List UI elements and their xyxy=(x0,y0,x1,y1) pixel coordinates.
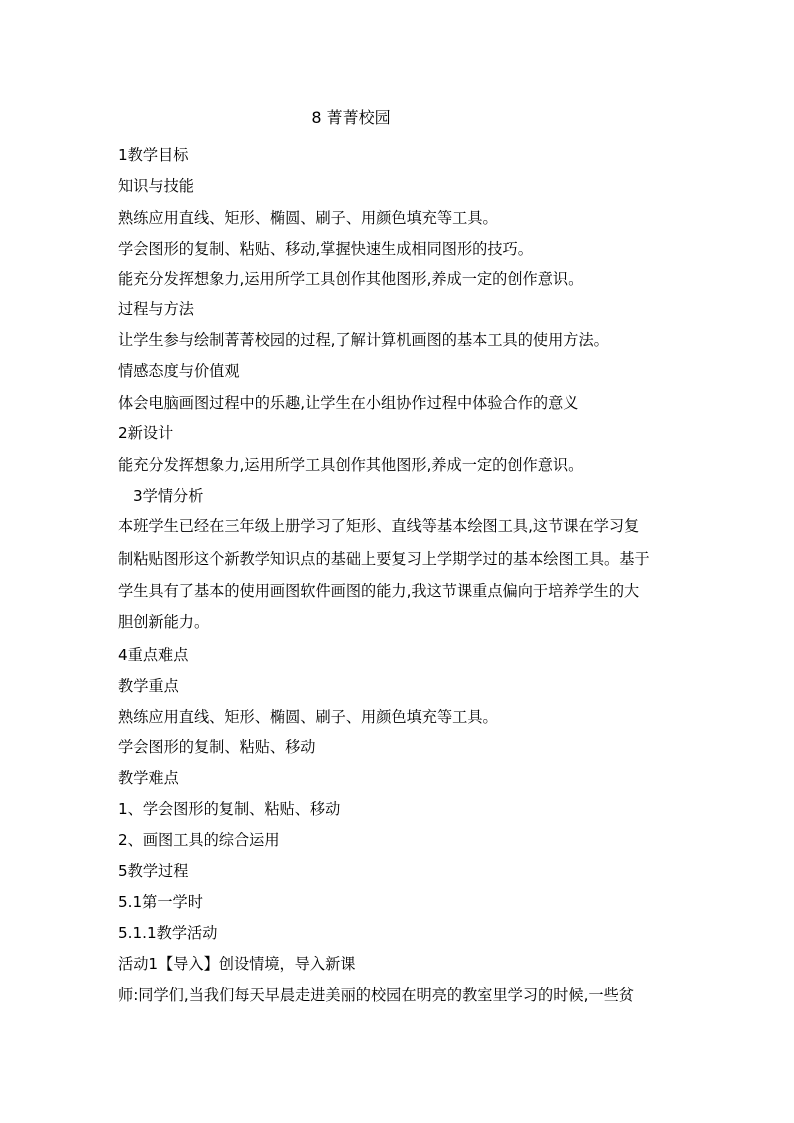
paragraph-line: 学会图形的复制、粘贴、移动,掌握快速生成相同图形的技巧。 xyxy=(118,240,533,258)
paragraph-line: 能充分发挥想象力,运用所学工具创作其他图形,养成一定的创作意识。 xyxy=(118,456,584,474)
paragraph-line: 学会图形的复制、粘贴、移动 xyxy=(118,738,316,756)
paragraph-line: 学生具有了基本的使用画图软件画图的能力,我这节课重点偏向于培养学生的大 xyxy=(118,582,640,600)
paragraph-line: 能充分发挥想象力,运用所学工具创作其他图形,养成一定的创作意识。 xyxy=(118,270,584,288)
subheading-teaching-focus: 教学重点 xyxy=(118,677,179,695)
heading-new-design: 2新设计 xyxy=(118,424,174,442)
document-title: 8 菁菁校园 xyxy=(311,108,391,127)
paragraph-line: 让学生参与绘制菁菁校园的过程,了解计算机画图的基本工具的使用方法。 xyxy=(118,331,609,349)
paragraph-line: 制粘贴图形这个新教学知识点的基础上要复习上学期学过的基本绘图工具。基于 xyxy=(118,550,650,568)
activity-title: 活动1【导入】创设情境，导入新课 xyxy=(118,955,356,973)
subheading-knowledge-skills: 知识与技能 xyxy=(118,177,194,195)
paragraph-line: 体会电脑画图过程中的乐趣,让学生在小组协作过程中体验合作的意义 xyxy=(118,394,579,412)
list-item: 1、学会图形的复制、粘贴、移动 xyxy=(118,800,341,818)
subheading-process-method: 过程与方法 xyxy=(118,300,194,318)
subheading-attitude-values: 情感态度与价值观 xyxy=(118,362,240,380)
heading-key-difficult-points: 4重点难点 xyxy=(118,646,189,664)
paragraph-line: 熟练应用直线、矩形、椭圆、刷子、用颜色填充等工具。 xyxy=(118,708,498,726)
paragraph-line: 胆创新能力。 xyxy=(118,613,210,631)
heading-student-analysis: 3学情分析 xyxy=(133,487,204,505)
paragraph-line: 本班学生已经在三年级上册学习了矩形、直线等基本绘图工具,这节课在学习复 xyxy=(118,517,640,535)
paragraph-line: 熟练应用直线、矩形、椭圆、刷子、用颜色填充等工具。 xyxy=(118,209,498,227)
subheading-teaching-difficulty: 教学难点 xyxy=(118,769,179,787)
list-item: 2、画图工具的综合运用 xyxy=(118,831,280,849)
heading-teaching-activity: 5.1.1教学活动 xyxy=(118,924,218,942)
paragraph-line: 师:同学们,当我们每天早晨走进美丽的校园在明亮的教室里学习的时候,一些贫 xyxy=(118,986,634,1004)
heading-first-lesson: 5.1第一学时 xyxy=(118,893,203,911)
heading-teaching-goals: 1教学目标 xyxy=(118,146,189,164)
heading-teaching-process: 5教学过程 xyxy=(118,862,189,880)
